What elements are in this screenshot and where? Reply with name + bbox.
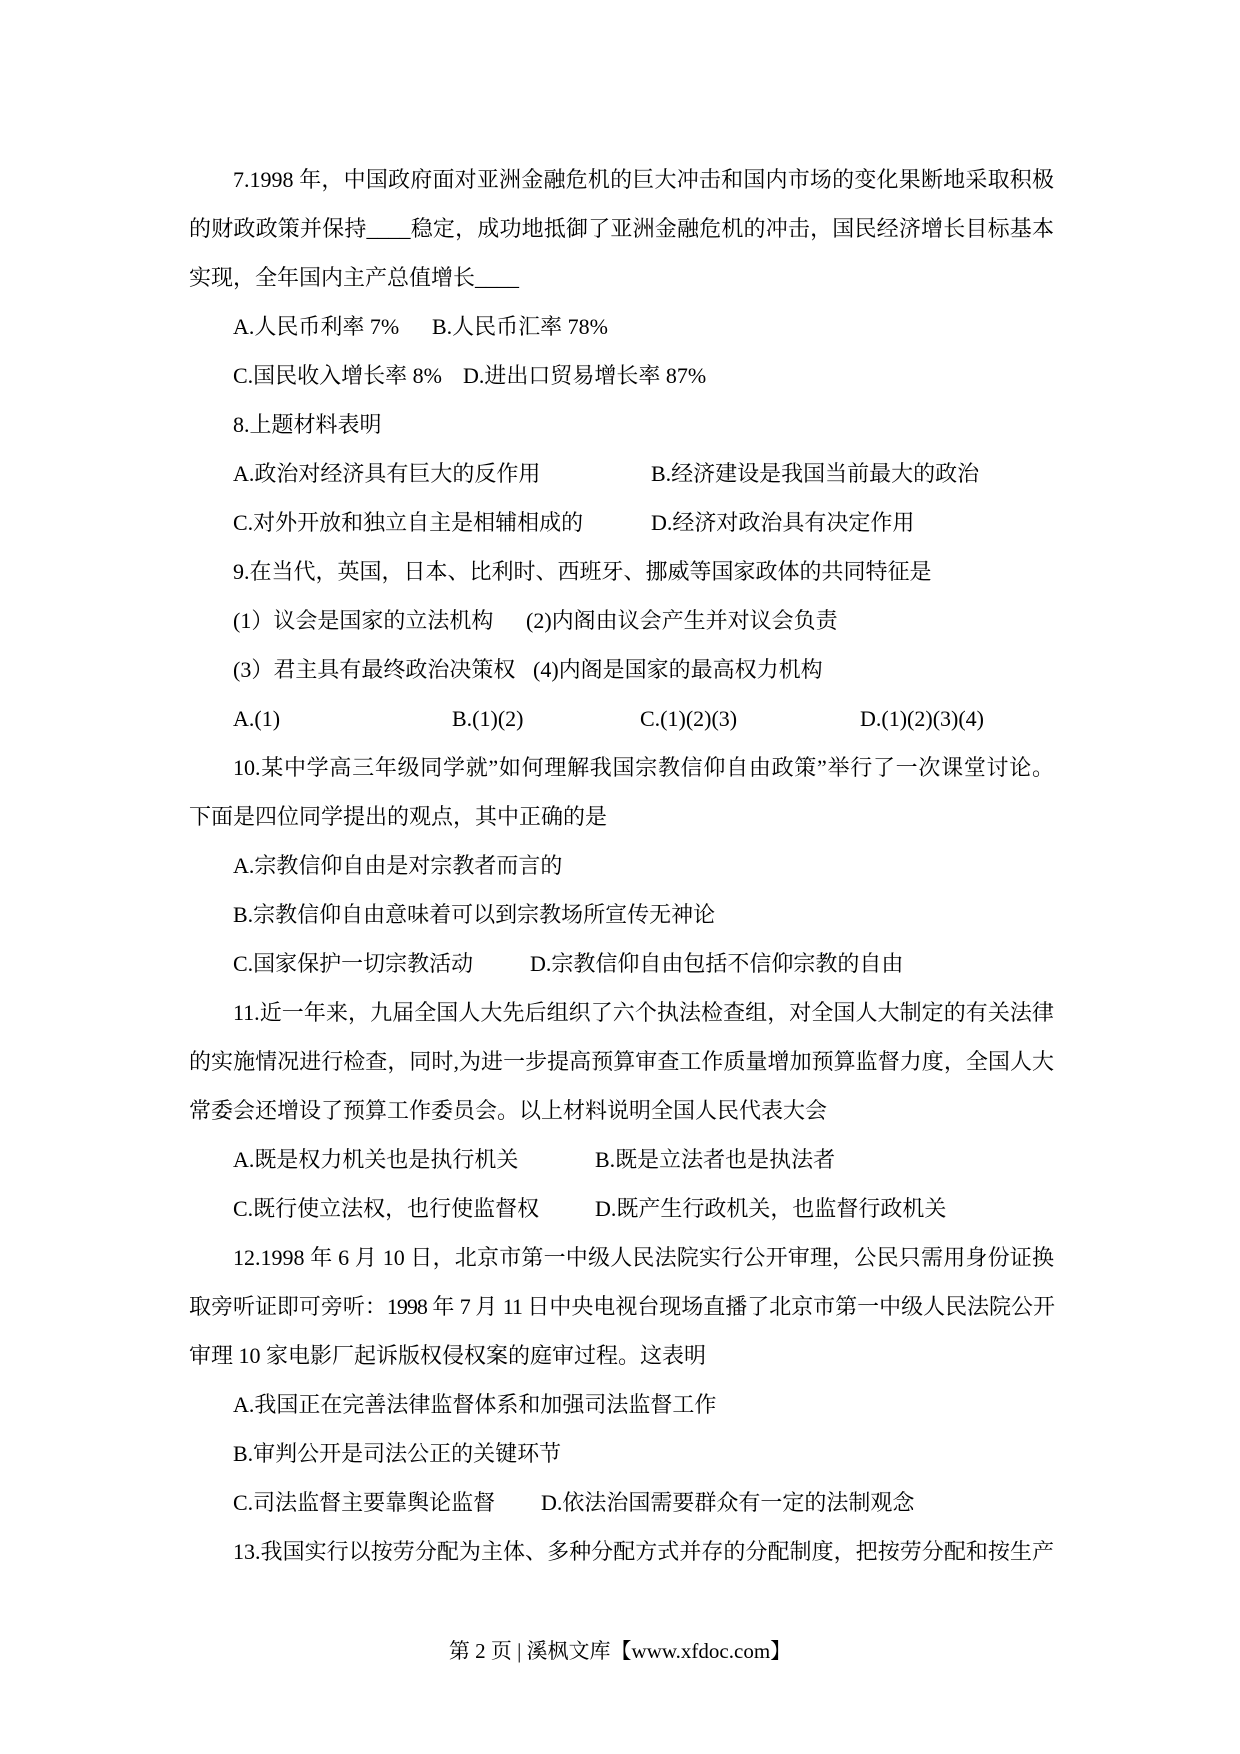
question-8-option-a: A.政治对经济具有巨大的反作用 <box>233 461 541 486</box>
question-7-option-a: A.人民币利率 7% <box>233 314 400 339</box>
question-9-statements-row-2 <box>0 655 1240 685</box>
question-12-stem-line-1: 12.1998 年 6 月 10 日，北京市第一中级人民法院实行公开审理，公民只需用身份证换 <box>233 1245 1054 1270</box>
question-12-stem-line-3: 审理 10 家电影厂起诉版权侵权案的庭审过程。这表明 <box>189 1343 707 1368</box>
question-11-option-d: D.既产生行政机关，也监督行政机关 <box>595 1196 947 1221</box>
question-11-options-row-2 <box>0 1194 1240 1224</box>
question-11-stem-line-1: 11.近一年来，九届全国人大先后组织了六个执法检查组，对全国人大制定的有关法律 <box>233 1000 1054 1025</box>
question-7-option-c: C.国民收入增长率 8% <box>233 363 443 388</box>
question-9-option-c: C.(1)(2)(3) <box>640 706 738 731</box>
question-10-option-c: C.国家保护一切宗教活动 <box>233 951 474 976</box>
question-8-stem-line-1: 8.上题材料表明 <box>233 412 382 437</box>
question-9-statements-row-1 <box>0 606 1240 636</box>
question-13-stem-line-1: 13.我国实行以按劳分配为主体、多种分配方式并存的分配制度，把按劳分配和按生产 <box>233 1539 1054 1564</box>
question-11-options-row-1 <box>0 1145 1240 1175</box>
question-9-stem-line-1: 9.在当代，英国，日本、比利时、西班牙、挪威等国家政体的共同特征是 <box>233 559 932 584</box>
question-12-option-d: D.依法治国需要群众有一定的法制观念 <box>541 1490 915 1515</box>
question-11-stem-line-3: 常委会还增设了预算工作委员会。以上材料说明全国人民代表大会 <box>189 1098 828 1123</box>
question-10-options-row <box>0 949 1240 979</box>
question-7-option-d: D.进出口贸易增长率 87% <box>463 363 707 388</box>
question-9-statement-2: (2)内阁由议会产生并对议会负责 <box>526 608 838 633</box>
question-12-option-b: B.审判公开是司法公正的关键环节 <box>233 1441 562 1466</box>
question-10-stem-line-2: 下面是四位同学提出的观点，其中正确的是 <box>189 804 608 829</box>
question-8-option-c: C.对外开放和独立自主是相辅相成的 <box>233 510 584 535</box>
question-7-option-b: B.人民币汇率 78% <box>432 314 609 339</box>
question-8-options-row-1 <box>0 459 1240 489</box>
question-9-option-b: B.(1)(2) <box>452 706 524 731</box>
question-7-stem-line-3: 实现，全年国内主产总值增长____ <box>189 265 520 290</box>
question-10-option-a: A.宗教信仰自由是对宗教者而言的 <box>233 853 563 878</box>
question-9-statement-4: (4)内阁是国家的最高权力机构 <box>533 657 823 682</box>
question-9-statement-3: (3）君主具有最终政治决策权 <box>233 657 516 682</box>
question-7-stem-line-1: 7.1998 年，中国政府面对亚洲金融危机的巨大冲击和国内市场的变化果断地采取积极 <box>233 167 1054 192</box>
question-9-option-d: D.(1)(2)(3)(4) <box>860 706 984 731</box>
question-10-stem-line-1: 10.某中学高三年级同学就”如何理解我国宗教信仰自由政策”举行了一次课堂讨论。 <box>233 755 1054 780</box>
question-9-option-a: A.(1) <box>233 706 281 731</box>
page-footer: 第 2 页 | 溪枫文库【www.xfdoc.com】 <box>448 1639 792 1663</box>
question-12-option-a: A.我国正在完善法律监督体系和加强司法监督工作 <box>233 1392 717 1417</box>
question-10-option-d: D.宗教信仰自由包括不信仰宗教的自由 <box>530 951 904 976</box>
question-8-option-d: D.经济对政治具有决定作用 <box>651 510 915 535</box>
question-7-stem-line-2: 的财政政策并保持____稳定，成功地抵御了亚洲金融危机的冲击，国民经济增长目标基本 <box>189 216 1054 241</box>
question-8-option-b: B.经济建设是我国当前最大的政治 <box>651 461 980 486</box>
question-11-option-c: C.既行使立法权，也行使监督权 <box>233 1196 540 1221</box>
question-12-options-row <box>0 1488 1240 1518</box>
question-7-options-row-1 <box>0 312 1240 342</box>
question-12-option-c: C.司法监督主要靠舆论监督 <box>233 1490 496 1515</box>
question-7-options-row-2 <box>0 361 1240 391</box>
question-11-option-b: B.既是立法者也是执法者 <box>595 1147 836 1172</box>
question-9-options-row <box>0 704 1240 734</box>
question-10-option-b: B.宗教信仰自由意味着可以到宗教场所宣传无神论 <box>233 902 716 927</box>
question-11-option-a: A.既是权力机关也是执行机关 <box>233 1147 519 1172</box>
question-8-options-row-2 <box>0 508 1240 538</box>
question-9-statement-1: (1）议会是国家的立法机构 <box>233 608 494 633</box>
question-11-stem-line-2: 的实施情况进行检查，同时,为进一步提高预算审查工作质量增加预算监督力度，全国人大 <box>189 1049 1054 1074</box>
question-12-stem-line-2: 取旁听证即可旁听：1998 年 7 月 11 日中央电视台现场直播了北京市第一中级人民法院公开 <box>189 1294 1054 1319</box>
